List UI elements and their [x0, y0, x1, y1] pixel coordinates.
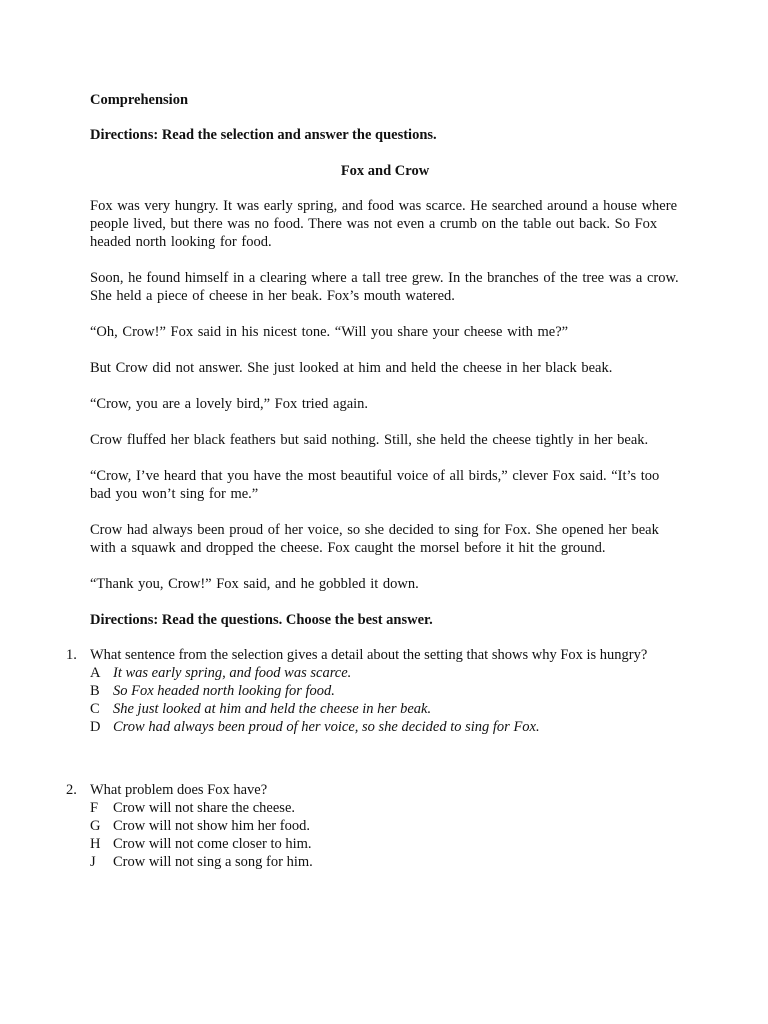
option-letter: F [90, 800, 99, 816]
story-body [90, 197, 680, 593]
story-paragraph: Soon, he found himself in a clearing where a tall tree grew. In the branches of the tree was a crow. She held a piece of cheese in her beak. Fox’s mouth watered. [90, 270, 679, 304]
answer-option-b[interactable] [90, 682, 680, 700]
story-paragraph: “Crow, I’ve heard that you have the most beautiful voice of all birds,” clever Fox said. “It’s too bad you won’t sing for me.” [90, 468, 660, 502]
answer-option-a[interactable] [90, 664, 680, 682]
option-text: Crow will not sing a song for him. [113, 854, 313, 870]
story-paragraph: “Crow, you are a lovely bird,” Fox tried again. [90, 396, 369, 412]
answer-options [90, 664, 680, 736]
question-number: 1. [66, 647, 77, 663]
answer-option-j[interactable] [90, 853, 680, 871]
option-text: Crow will not come closer to him. [113, 836, 312, 852]
option-text: So Fox headed north looking for food. [113, 683, 335, 699]
question-number: 2. [66, 782, 77, 798]
option-text: Crow will not share the cheese. [113, 800, 296, 816]
story-paragraph: Crow had always been proud of her voice, so she decided to sing for Fox. She opened her beak with a squawk and dropped the cheese. Fox caught the morsel before it hit the ground. [90, 522, 659, 556]
answer-option-g[interactable] [90, 817, 680, 835]
document-page [66, 91, 680, 871]
option-text: Crow had always been proud of her voice, so she decided to sing for Fox. [113, 719, 540, 735]
option-letter: H [90, 836, 101, 852]
answer-options [90, 799, 680, 871]
option-letter: D [90, 719, 101, 735]
answer-option-d[interactable] [90, 718, 680, 736]
question-text: What problem does Fox have? [90, 782, 268, 798]
option-text: She just looked at him and held the cheese in her beak. [113, 701, 432, 717]
story-paragraph: Fox was very hungry. It was early spring, and food was scarce. He searched around a house where people lived, but there was no food. There was not even a crumb on the table out back. So Fox headed north looking for food. [90, 198, 678, 250]
story-paragraph: But Crow did not answer. She just looked at him and held the cheese in her black beak. [90, 360, 613, 376]
question-text: What sentence from the selection gives a detail about the setting that shows why Fox is hungry? [90, 647, 648, 663]
option-letter: B [90, 683, 100, 699]
question-2 [66, 781, 680, 871]
answer-option-f[interactable] [90, 799, 680, 817]
story-paragraph: Crow fluffed her black feathers but said nothing. Still, she held the cheese tightly in her beak. [90, 432, 649, 448]
option-text: It was early spring, and food was scarce. [113, 665, 352, 681]
option-text: Crow will not show him her food. [113, 818, 310, 834]
section-title: Comprehension [90, 92, 189, 108]
option-letter: A [90, 665, 101, 681]
story-title: Fox and Crow [340, 163, 430, 179]
option-letter: J [90, 854, 96, 870]
directions-choose-answer: Directions: Read the questions. Choose the best answer. [90, 612, 433, 628]
directions-read-selection: Directions: Read the selection and answer the questions. [90, 127, 437, 143]
answer-option-h[interactable] [90, 835, 680, 853]
story-paragraph: “Oh, Crow!” Fox said in his nicest tone. “Will you share your cheese with me?” [90, 324, 569, 340]
story-paragraph: “Thank you, Crow!” Fox said, and he gobbled it down. [90, 576, 419, 592]
answer-option-c[interactable] [90, 700, 680, 718]
question-1 [66, 646, 680, 736]
option-letter: C [90, 701, 100, 717]
option-letter: G [90, 818, 101, 834]
